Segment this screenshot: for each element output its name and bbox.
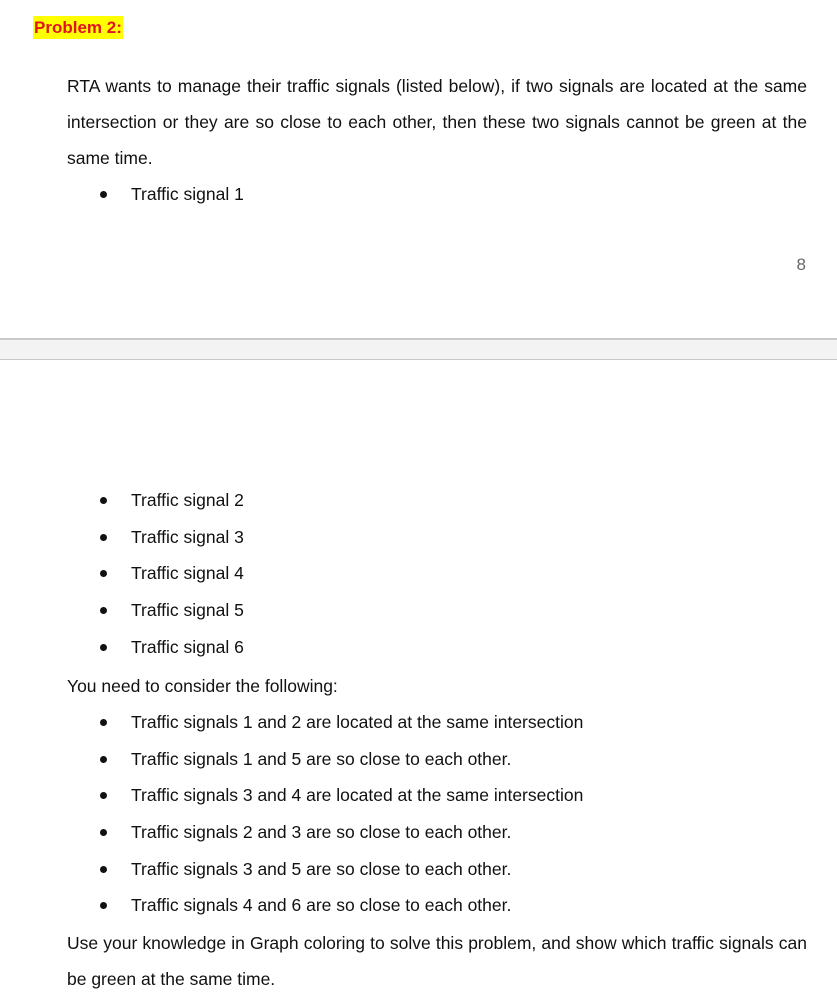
bullet-icon xyxy=(100,756,107,763)
bullet-icon xyxy=(100,866,107,873)
list-item-text: Traffic signals 4 and 6 are so close to each other. xyxy=(131,895,512,916)
problem-heading: Problem 2: xyxy=(34,18,122,37)
page-number: 8 xyxy=(796,255,806,274)
bullet-icon xyxy=(100,902,107,909)
list-item-text: Traffic signals 2 and 3 are so close to each other. xyxy=(131,822,512,843)
list-item xyxy=(0,629,244,666)
list-item-text: Traffic signal 3 xyxy=(131,526,244,547)
constraint-list xyxy=(0,704,583,924)
list-item-text: Traffic signals 3 and 5 are so close to each other. xyxy=(131,858,512,879)
bullet-icon xyxy=(100,607,107,614)
list-item xyxy=(0,814,583,851)
list-item-text: Traffic signal 1 xyxy=(131,184,244,204)
list-item xyxy=(0,777,583,814)
list-item xyxy=(0,704,583,741)
bullet-icon xyxy=(100,719,107,726)
bullet-icon xyxy=(100,792,107,799)
list-item xyxy=(0,555,244,592)
bullet-icon xyxy=(100,534,107,541)
bullet-icon xyxy=(100,829,107,836)
page-break xyxy=(0,338,837,360)
list-item-text: Traffic signal 5 xyxy=(131,600,244,621)
problem-intro-paragraph: RTA wants to manage their traffic signals (listed below), if two signals are located at the same intersection or they are so close to each other, then these two signals cannot be green at the same time. xyxy=(67,76,807,169)
list-item xyxy=(0,851,583,888)
list-item xyxy=(0,176,244,213)
consider-paragraph: You need to consider the following: xyxy=(67,676,338,696)
list-item-text: Traffic signals 1 and 2 are located at the same intersection xyxy=(131,712,584,732)
list-item-text: Traffic signals 3 and 4 are located at the same intersection xyxy=(131,785,584,806)
bullet-icon xyxy=(100,497,107,504)
document-page-top xyxy=(0,0,837,338)
list-item xyxy=(0,482,244,519)
signal-list-page-1 xyxy=(0,176,244,213)
list-item-text: Traffic signal 2 xyxy=(131,490,244,510)
bullet-icon xyxy=(100,570,107,577)
bullet-icon xyxy=(100,191,107,198)
list-item-text: Traffic signals 1 and 5 are so close to each other. xyxy=(131,748,512,769)
conclusion-paragraph: Use your knowledge in Graph coloring to solve this problem, and show which traffic signals can be green at the same time. xyxy=(67,933,807,990)
signal-list-page-2 xyxy=(0,482,244,665)
bullet-icon xyxy=(100,644,107,651)
list-item xyxy=(0,519,244,556)
list-item xyxy=(0,741,583,778)
list-item-text: Traffic signal 4 xyxy=(131,563,244,584)
list-item xyxy=(0,887,583,924)
list-item-text: Traffic signal 6 xyxy=(131,636,244,657)
list-item xyxy=(0,592,244,629)
